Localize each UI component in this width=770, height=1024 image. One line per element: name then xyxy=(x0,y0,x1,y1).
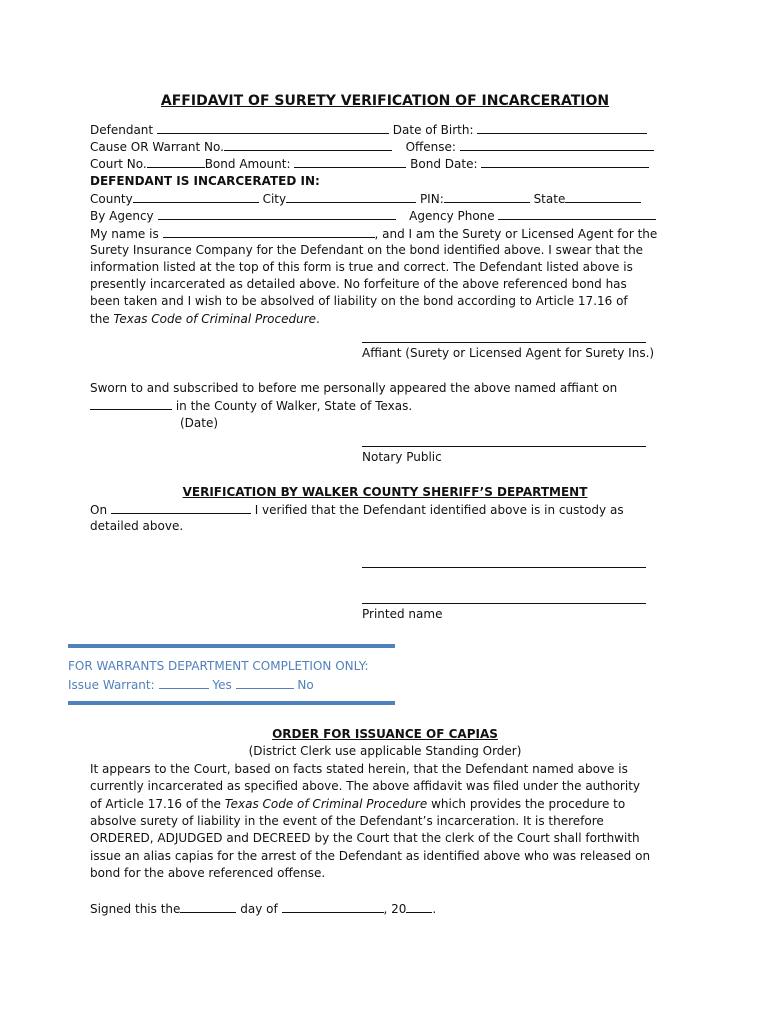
verification-text: I verified that the Defendant identified above is in custody as xyxy=(250,503,624,517)
state-field[interactable] xyxy=(565,191,641,203)
pin-label: PIN: xyxy=(419,192,444,206)
verification-line-1 xyxy=(90,502,624,517)
signed-prefix: Signed this the xyxy=(90,902,181,916)
affiant-signature-line[interactable] xyxy=(362,342,646,343)
offense-field[interactable] xyxy=(460,139,654,151)
location-row xyxy=(90,191,641,206)
court-no-label: Court No. xyxy=(90,157,147,171)
printed-name-line[interactable] xyxy=(362,603,646,604)
order-line-3-suffix: which provides the procedure to xyxy=(427,797,626,811)
offense-label: Offense: xyxy=(405,140,456,154)
warrant-no-label: No xyxy=(297,678,314,692)
signed-year-label: , 20 xyxy=(383,902,407,916)
affidavit-line-5 xyxy=(90,312,320,326)
bond-amount-label: Bond Amount: xyxy=(204,157,291,171)
affidavit-line-3: presently incarcerated as detailed above. No forfeiture of the above referenced bond has xyxy=(90,277,627,291)
county-label: County xyxy=(90,192,133,206)
signed-row xyxy=(90,901,436,916)
order-line-2: currently incarcerated as specified above. The above affidavit was filed under the authority xyxy=(90,779,641,793)
sworn-line-1: Sworn to and subscribed to before me personally appeared the above named affiant on xyxy=(90,381,618,395)
notary-label: Notary Public xyxy=(362,450,442,464)
warrant-yes-label: Yes xyxy=(212,678,232,692)
affiant-label: Affiant (Surety or Licensed Agent for Surety Ins.) xyxy=(362,346,655,360)
verification-line-2: detailed above. xyxy=(90,519,184,533)
issue-warrant-label: Issue Warrant: xyxy=(68,678,155,692)
city-label: City xyxy=(262,192,287,206)
dob-field[interactable] xyxy=(477,122,647,134)
sworn-line-2 xyxy=(90,398,412,413)
agency-phone-label: Agency Phone xyxy=(409,209,495,223)
order-line-4: absolve surety of liability in the event of the Defendant’s incarceration. It is therefore xyxy=(90,814,604,828)
date-label: (Date) xyxy=(180,416,219,430)
my-name-label: My name is xyxy=(90,227,159,241)
court-row xyxy=(90,156,649,171)
order-line-5: ORDERED, ADJUDGED and DECREED by the Court that the clerk of the Court shall forthwith xyxy=(90,831,640,845)
signed-day-field[interactable] xyxy=(180,901,236,913)
agency-row xyxy=(90,208,656,223)
by-agency-label: By Agency xyxy=(90,209,154,223)
bond-amount-field[interactable] xyxy=(294,156,406,168)
cause-row xyxy=(90,139,654,154)
signed-year-field[interactable] xyxy=(406,901,432,913)
defendant-field[interactable] xyxy=(157,122,389,134)
order-texas-code-reference: Texas Code of Criminal Procedure xyxy=(224,797,428,811)
order-subheading: (District Clerk use applicable Standing Order) xyxy=(248,744,522,758)
my-name-field[interactable] xyxy=(163,226,375,238)
verification-heading: VERIFICATION BY WALKER COUNTY SHERIFF’S DEPARTMENT xyxy=(182,485,588,499)
order-line-7: bond for the above referenced offense. xyxy=(90,866,326,880)
state-label: State xyxy=(533,192,566,206)
warrant-no-field[interactable] xyxy=(236,677,294,689)
texas-code-reference: Texas Code of Criminal Procedure xyxy=(113,312,317,326)
order-line-3-prefix: of Article 17.16 of the xyxy=(90,797,221,811)
sworn-date-field[interactable] xyxy=(90,398,172,410)
verification-date-field[interactable] xyxy=(111,502,251,514)
my-name-rest: , and I am the Surety or Licensed Agent for the xyxy=(374,227,658,241)
agency-phone-field[interactable] xyxy=(498,208,656,220)
warrants-heading: FOR WARRANTS DEPARTMENT COMPLETION ONLY: xyxy=(68,659,369,673)
affidavit-line-4: been taken and I wish to be absolved of liability on the bond according to Article 17.16 of xyxy=(90,294,628,308)
warrant-yes-field[interactable] xyxy=(159,677,209,689)
city-field[interactable] xyxy=(286,191,416,203)
court-no-field[interactable] xyxy=(147,156,205,168)
county-field[interactable] xyxy=(133,191,259,203)
bond-date-label: Bond Date: xyxy=(410,157,478,171)
incarcerated-heading: DEFENDANT IS INCARCERATED IN: xyxy=(90,174,320,188)
affidavit-line-2: information listed at the top of this form is true and correct. The Defendant listed above is xyxy=(90,260,633,274)
affidavit-last-suffix: . xyxy=(316,312,320,326)
sworn-county-text: in the County of Walker, State of Texas. xyxy=(172,399,413,413)
notary-signature-line[interactable] xyxy=(362,446,646,447)
defendant-label: Defendant xyxy=(90,123,154,137)
defendant-row xyxy=(90,122,647,137)
issue-warrant-row xyxy=(68,677,314,692)
pin-field[interactable] xyxy=(444,191,530,203)
order-line-6: issue an alias capias for the arrest of the Defendant as identified above who was released on xyxy=(90,849,651,863)
my-name-row xyxy=(90,226,657,241)
cause-label: Cause OR Warrant No. xyxy=(90,140,224,154)
dob-label: Date of Birth: xyxy=(392,123,474,137)
order-line-1: It appears to the Court, based on facts stated herein, that the Defendant named above is xyxy=(90,762,628,776)
bond-date-field[interactable] xyxy=(481,156,649,168)
order-line-3 xyxy=(90,797,625,811)
affidavit-line-1: Surety Insurance Company for the Defendant on the bond identified above. I swear that the xyxy=(90,243,644,257)
affidavit-last-prefix: the xyxy=(90,312,110,326)
cause-field[interactable] xyxy=(224,139,392,151)
warrants-top-rule xyxy=(68,644,395,648)
verification-on-label: On xyxy=(90,503,108,517)
by-agency-field[interactable] xyxy=(158,208,396,220)
sheriff-signature-line[interactable] xyxy=(362,567,646,568)
warrants-bottom-rule xyxy=(68,701,395,705)
signed-day-label: day of xyxy=(236,902,282,916)
signed-end: . xyxy=(432,902,437,916)
order-heading: ORDER FOR ISSUANCE OF CAPIAS xyxy=(272,727,498,741)
printed-name-label: Printed name xyxy=(362,607,443,621)
signed-month-field[interactable] xyxy=(282,901,384,913)
document-title: AFFIDAVIT OF SURETY VERIFICATION OF INCARCERATION xyxy=(160,93,610,109)
